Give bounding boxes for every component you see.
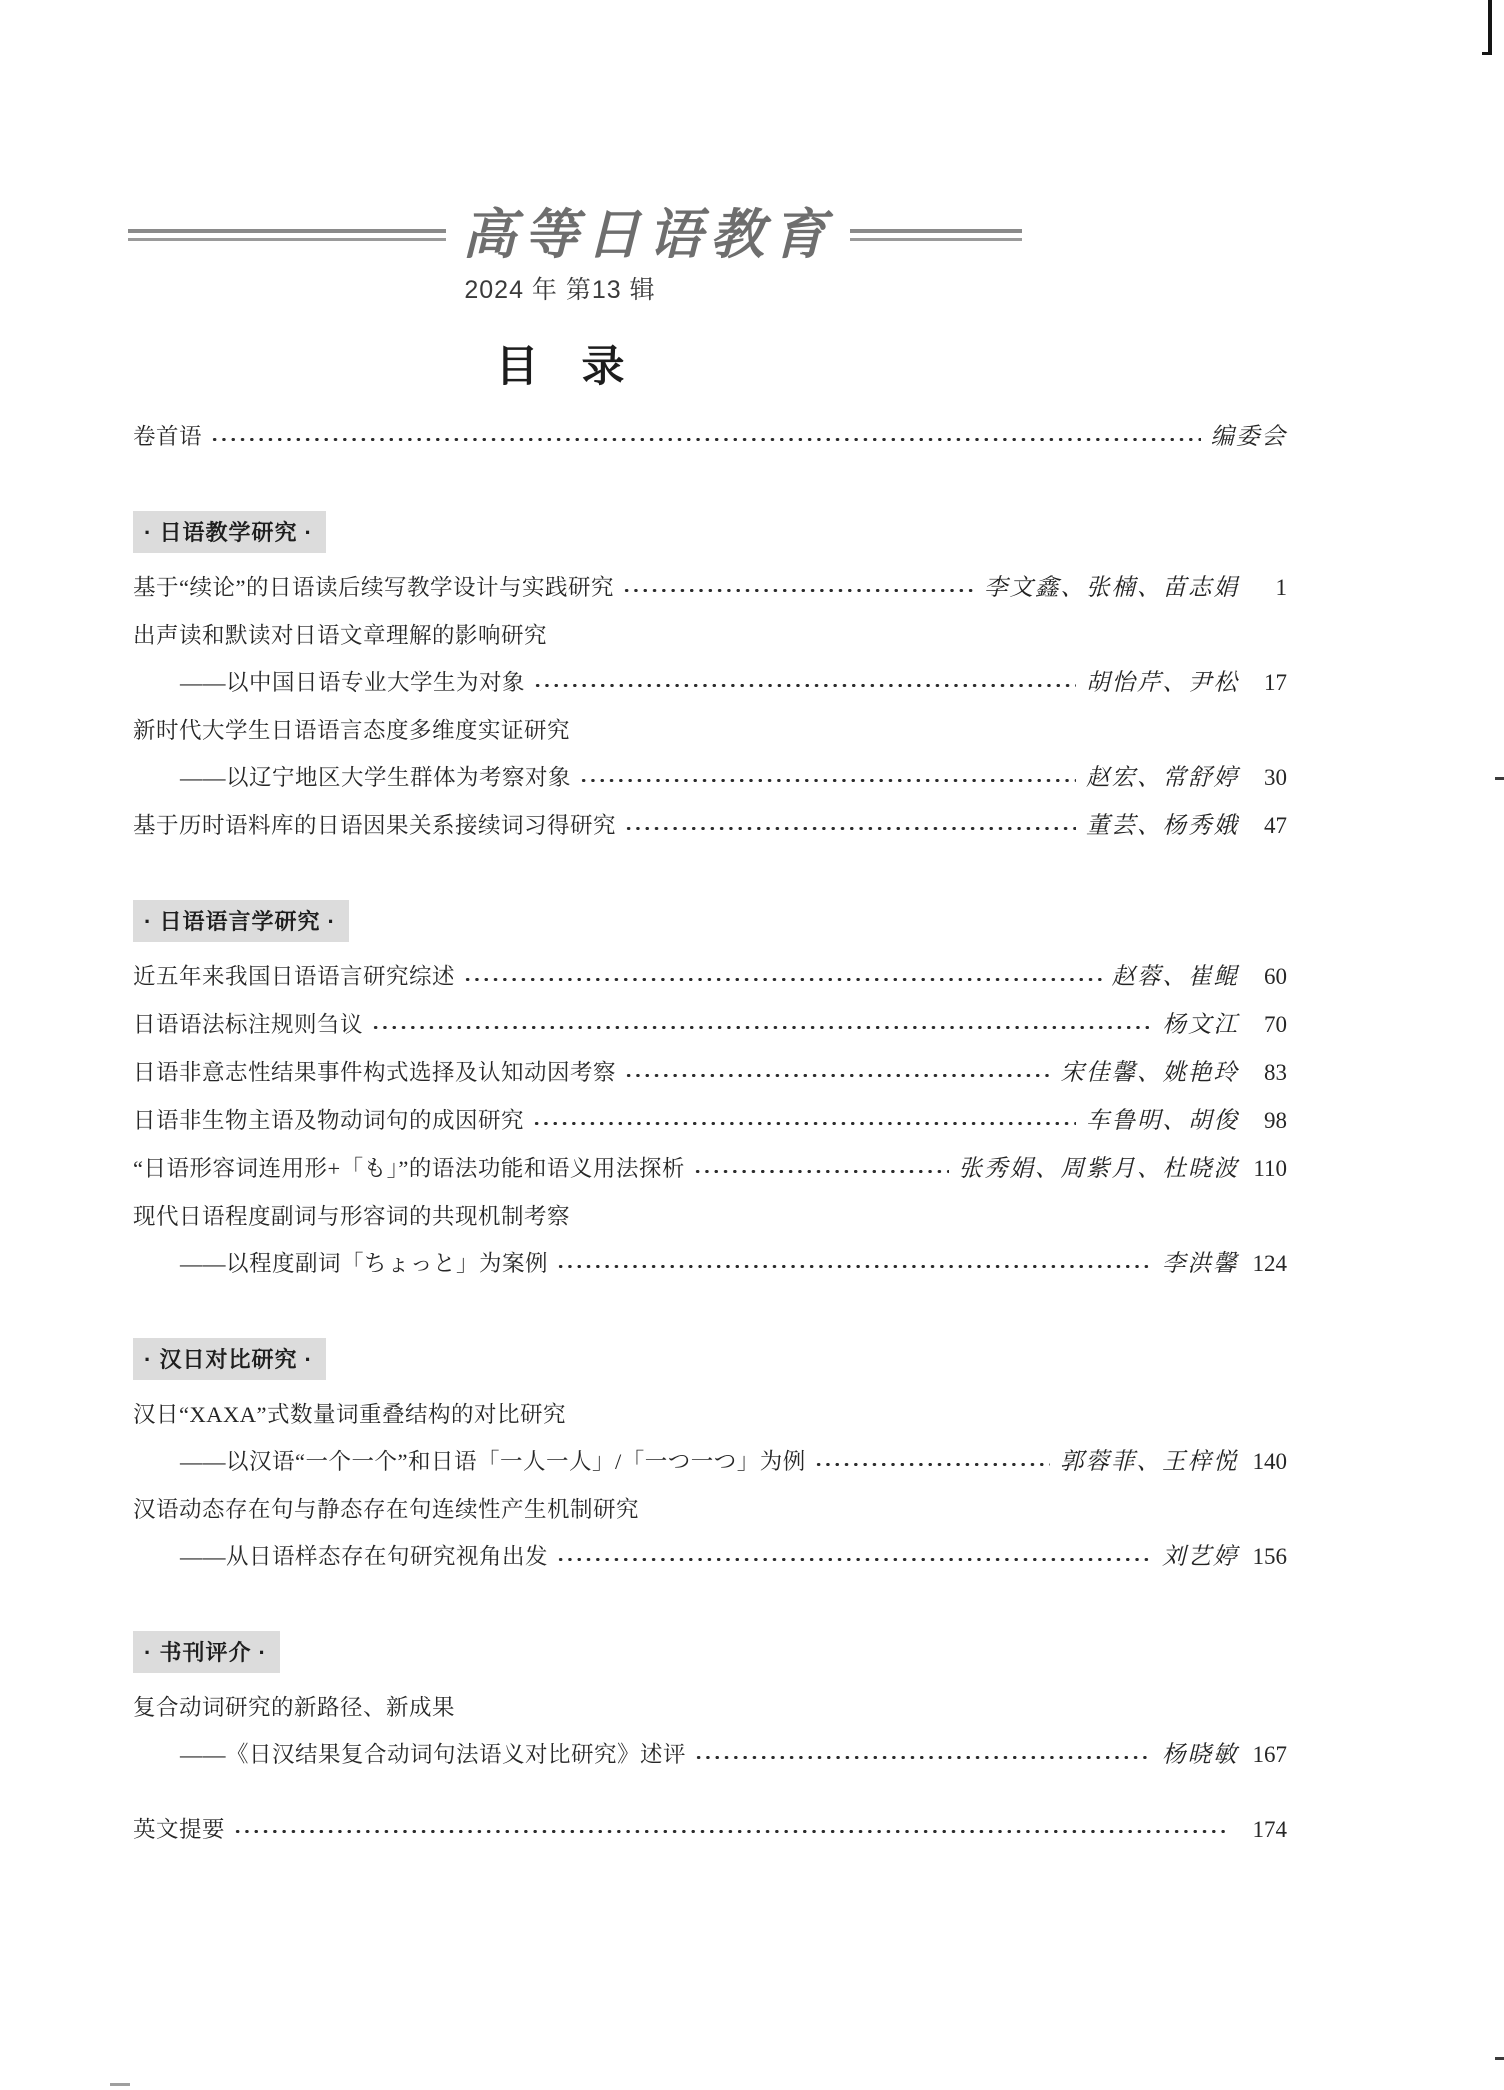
toc-entry-line [133, 802, 1287, 850]
toc-entry [133, 1049, 1287, 1097]
front-matter-title: 卷首语 [133, 424, 203, 449]
toc-entry-line [133, 564, 1287, 612]
article-title: ——从日语样态存在句研究视角出发 [180, 1544, 549, 1569]
article-title: “日语形容词连用形+「も」”的语法功能和语义用法探析 [133, 1156, 685, 1181]
article-title: 新时代大学生日语语言态度多维度实证研究 [133, 718, 571, 743]
toc-section [133, 1631, 1287, 1779]
article-title: 基于“续论”的日语读后续写教学设计与实践研究 [133, 575, 614, 600]
toc-section [133, 511, 1287, 850]
toc-entry-line [133, 1533, 1287, 1581]
section-label: · 书刊评介 · [133, 1631, 280, 1673]
toc-entry-line [133, 1240, 1287, 1288]
toc-entry-line [133, 1145, 1287, 1193]
toc-entry-line [133, 1731, 1287, 1779]
article-title: 近五年来我国日语语言研究综述 [133, 964, 456, 989]
toc-entry [133, 612, 1287, 707]
toc-entry [133, 1684, 1287, 1779]
article-authors: 胡怡芹、尹松 [1086, 670, 1239, 696]
article-title: 复合动词研究的新路径、新成果 [133, 1695, 456, 1720]
section-label: · 日语教学研究 · [133, 511, 326, 553]
toc-entry-line [133, 659, 1287, 707]
toc-entry-line [133, 1097, 1287, 1145]
article-title: 出声读和默读对日语文章理解的影响研究 [133, 623, 548, 648]
issue-line: 2024 年 第13 辑 [464, 276, 656, 304]
dot-leader [463, 953, 1101, 1001]
toc-entry-line [133, 1193, 1287, 1240]
article-title: 日语语法标注规则刍议 [133, 1012, 364, 1037]
article-title: 现代日语程度副词与形容词的共现机制考察 [133, 1204, 571, 1229]
toc-entry-line [133, 1391, 1287, 1438]
article-title: 基于历时语料库的日语因果关系接续词习得研究 [133, 813, 617, 838]
toc-entry [133, 1097, 1287, 1145]
crop-mark-right-bottom [1495, 2057, 1504, 2060]
dot-leader [556, 1240, 1152, 1288]
dot-leader [579, 754, 1076, 802]
article-title: ——以中国日语专业大学生为对象 [180, 670, 526, 695]
dot-leader [233, 1806, 1228, 1853]
front-matter-author: 编委会 [1210, 424, 1287, 450]
article-title: 日语非生物主语及物动词句的成因研究 [133, 1108, 525, 1133]
article-page: 60 [1264, 964, 1287, 989]
toc-entry-line [133, 1684, 1287, 1731]
article-title: 日语非意志性结果事件构式选择及认知动因考察 [133, 1060, 617, 1085]
article-authors: 李文鑫、张楠、苗志娟 [984, 575, 1239, 601]
toc-entry [133, 707, 1287, 802]
journal-header [128, 0, 992, 394]
toc-entry-line [133, 1438, 1287, 1486]
section-label: · 日语语言学研究 · [133, 900, 349, 942]
article-page: 124 [1252, 1251, 1287, 1276]
toc-entry [133, 1145, 1287, 1193]
toc-entry-line [133, 953, 1287, 1001]
article-authors: 李洪馨 [1162, 1251, 1239, 1277]
article-page: 110 [1253, 1156, 1287, 1181]
article-page: 30 [1264, 765, 1287, 790]
toc-entry [133, 802, 1287, 850]
section-label: · 汉日对比研究 · [133, 1338, 326, 1380]
dot-leader [556, 1533, 1152, 1581]
article-title: ——以辽宁地区大学生群体为考察对象 [180, 765, 572, 790]
toc-entry-line [133, 612, 1287, 659]
english-abstracts-row [133, 1806, 1287, 1853]
article-authors: 刘艺婷 [1162, 1544, 1239, 1570]
toc-entry-line [133, 1001, 1287, 1049]
masthead-rule-left [128, 229, 446, 241]
toc-entry-line [133, 1486, 1287, 1533]
masthead-rule-right [850, 229, 1022, 241]
dot-leader [210, 413, 1200, 461]
front-matter-row [133, 413, 1287, 461]
dot-leader [624, 1049, 1050, 1097]
article-page: 47 [1264, 813, 1287, 838]
masthead [128, 203, 992, 267]
toc-section [133, 1338, 1287, 1581]
crop-mark-top-right-vertical [1488, 0, 1492, 54]
article-title: ——以汉语“一个一个”和日语「一人一人」/「一つ一つ」为例 [180, 1449, 806, 1474]
toc-entry-line [133, 707, 1287, 754]
dot-leader [371, 1001, 1152, 1049]
article-page: 167 [1252, 1742, 1287, 1767]
dot-leader [533, 659, 1076, 707]
article-title: 汉日“XAXA”式数量词重叠结构的对比研究 [133, 1402, 566, 1427]
crop-mark-right-middle [1495, 777, 1504, 780]
toc-entry [133, 1486, 1287, 1581]
article-page: 1 [1275, 575, 1287, 600]
toc-entry [133, 1193, 1287, 1288]
dot-leader [694, 1731, 1152, 1779]
article-authors: 杨文江 [1162, 1012, 1239, 1038]
dot-leader [532, 1097, 1076, 1145]
article-page: 98 [1264, 1108, 1287, 1133]
article-authors: 车鲁明、胡俊 [1086, 1108, 1239, 1134]
crop-mark-top-right-horizontal [1482, 52, 1492, 55]
dot-leader [814, 1438, 1050, 1486]
toc-sections [133, 511, 1287, 1779]
journal-title: 高等日语教育 [462, 205, 834, 265]
dot-leader [622, 564, 974, 612]
dot-leader [624, 802, 1076, 850]
article-title: 汉语动态存在句与静态存在句连续性产生机制研究 [133, 1497, 640, 1522]
toc-entry [133, 953, 1287, 1001]
article-page: 140 [1252, 1449, 1287, 1474]
article-page: 156 [1252, 1544, 1287, 1569]
article-authors: 董芸、杨秀娥 [1086, 813, 1239, 839]
article-authors: 郭蓉菲、王梓悦 [1060, 1449, 1239, 1475]
toc-title: 目 录 [495, 343, 625, 391]
article-page: 83 [1264, 1060, 1287, 1085]
article-authors: 赵蓉、崔鲲 [1111, 964, 1239, 990]
article-page: 17 [1264, 670, 1287, 695]
article-authors: 杨晓敏 [1162, 1742, 1239, 1768]
toc-entry [133, 564, 1287, 612]
back-matter-title: 英文提要 [133, 1817, 226, 1842]
article-page: 70 [1264, 1012, 1287, 1037]
toc-entry-line [133, 1049, 1287, 1097]
back-matter-page: 174 [1252, 1817, 1287, 1842]
toc-entry [133, 1391, 1287, 1486]
toc-entry [133, 1001, 1287, 1049]
toc-content [133, 400, 1287, 1853]
crop-mark-bottom-left [110, 2083, 130, 2086]
article-authors: 赵宏、常舒婷 [1086, 765, 1239, 791]
article-authors: 张秀娟、周紫月、杜晓波 [958, 1156, 1239, 1182]
article-title: ——以程度副词「ちょっと」为案例 [180, 1251, 549, 1276]
article-authors: 宋佳馨、姚艳玲 [1060, 1060, 1239, 1086]
toc-section [133, 900, 1287, 1288]
toc-entry-line [133, 754, 1287, 802]
dot-leader [693, 1145, 949, 1193]
article-title: ——《日汉结果复合动词句法语义对比研究》述评 [180, 1742, 687, 1767]
